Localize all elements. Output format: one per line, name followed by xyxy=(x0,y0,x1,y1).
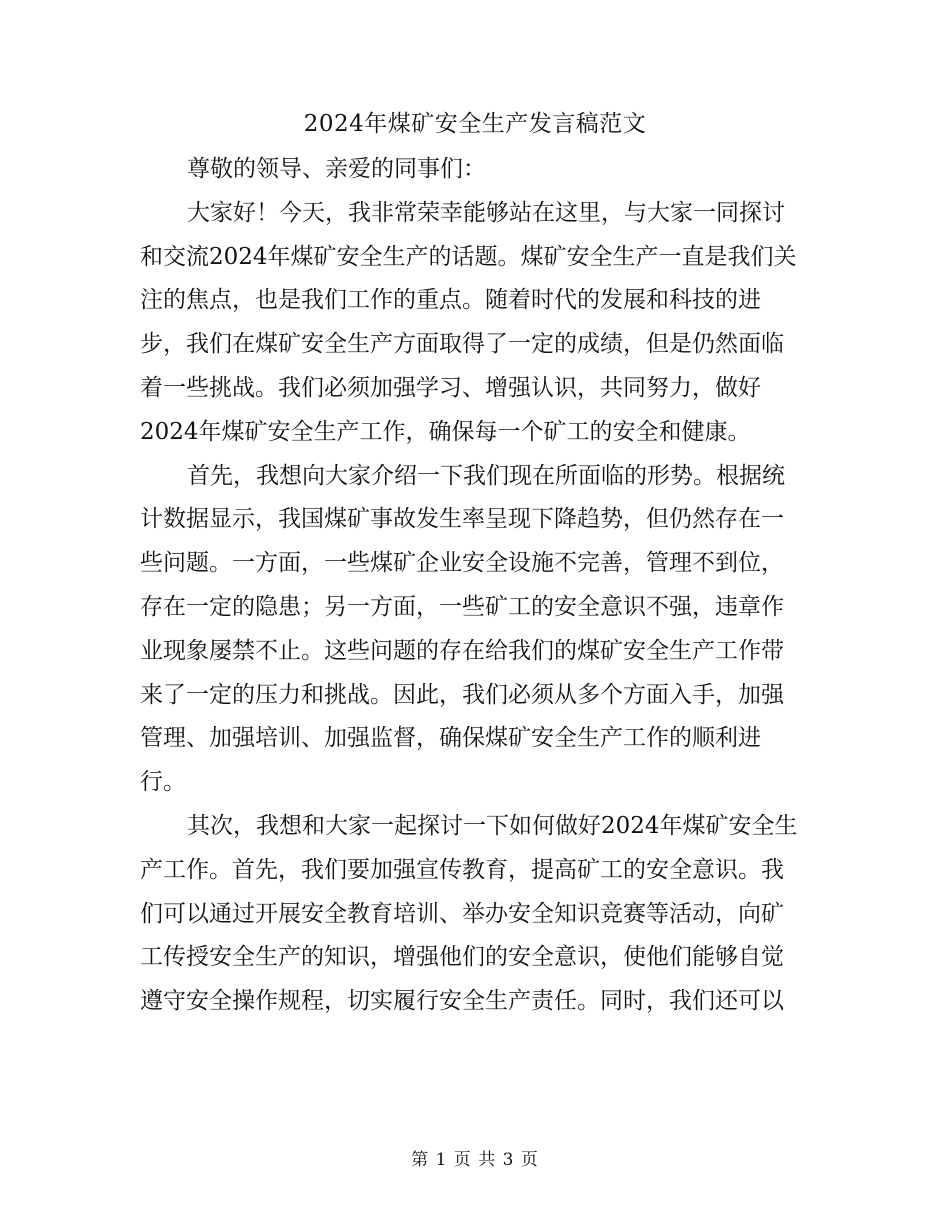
text-line: 行。 xyxy=(140,769,186,796)
text-line: 步，我们在煤矿安全生产方面取得了一定的成绩，但是仍然面临 xyxy=(140,331,784,358)
text-line: 些问题。一方面，一些煤矿企业安全设施不完善，管理不到位， xyxy=(140,550,784,577)
text-line: 着一些挑战。我们必须加强学习、增强认识，共同努力，做好 xyxy=(140,374,761,401)
text-line: 注的焦点，也是我们工作的重点。随着时代的发展和科技的进 xyxy=(140,287,761,314)
text-line: 首先，我想向大家介绍一下我们现在所面临的形势。根据统 xyxy=(187,462,785,489)
document-title: 2024年煤矿安全生产发言稿范文 xyxy=(303,111,647,137)
text-line: 其次，我想和大家一起探讨一下如何做好2024年煤矿安全生 xyxy=(187,812,798,839)
text-line: 工传授安全生产的知识，增强他们的安全意识，使他们能够自觉 xyxy=(140,944,784,971)
text-line: 管理、加强培训、加强监督，确保煤矿安全生产工作的顺利进 xyxy=(140,725,761,752)
document-body xyxy=(140,148,812,1024)
text-line: 2024年煤矿安全生产工作，确保每一个矿工的安全和健康。 xyxy=(140,418,751,445)
text-line: 尊敬的领导、亲爱的同事们： xyxy=(187,156,486,182)
text-line: 大家好！今天，我非常荣幸能够站在这里，与大家一同探讨 xyxy=(187,199,785,226)
text-line: 们可以通过开展安全教育培训、举办安全知识竞赛等活动，向矿 xyxy=(140,900,784,927)
text-line: 产工作。首先，我们要加强宣传教育，提高矿工的安全意识。我 xyxy=(140,856,784,883)
page-footer: 第 1 页 共 3 页 xyxy=(411,1150,539,1170)
text-line: 存在一定的隐患；另一方面，一些矿工的安全意识不强，违章作 xyxy=(140,593,784,620)
text-line: 和交流2024年煤矿安全生产的话题。煤矿安全生产一直是我们关 xyxy=(140,243,797,270)
text-line: 业现象屡禁不止。这些问题的存在给我们的煤矿安全生产工作带 xyxy=(140,637,784,664)
text-line: 遵守安全操作规程，切实履行安全生产责任。同时，我们还可以 xyxy=(140,988,784,1015)
text-line: 计数据显示，我国煤矿事故发生率呈现下降趋势，但仍然存在一 xyxy=(140,506,784,533)
text-line: 来了一定的压力和挑战。因此，我们必须从多个方面入手，加强 xyxy=(140,681,784,708)
